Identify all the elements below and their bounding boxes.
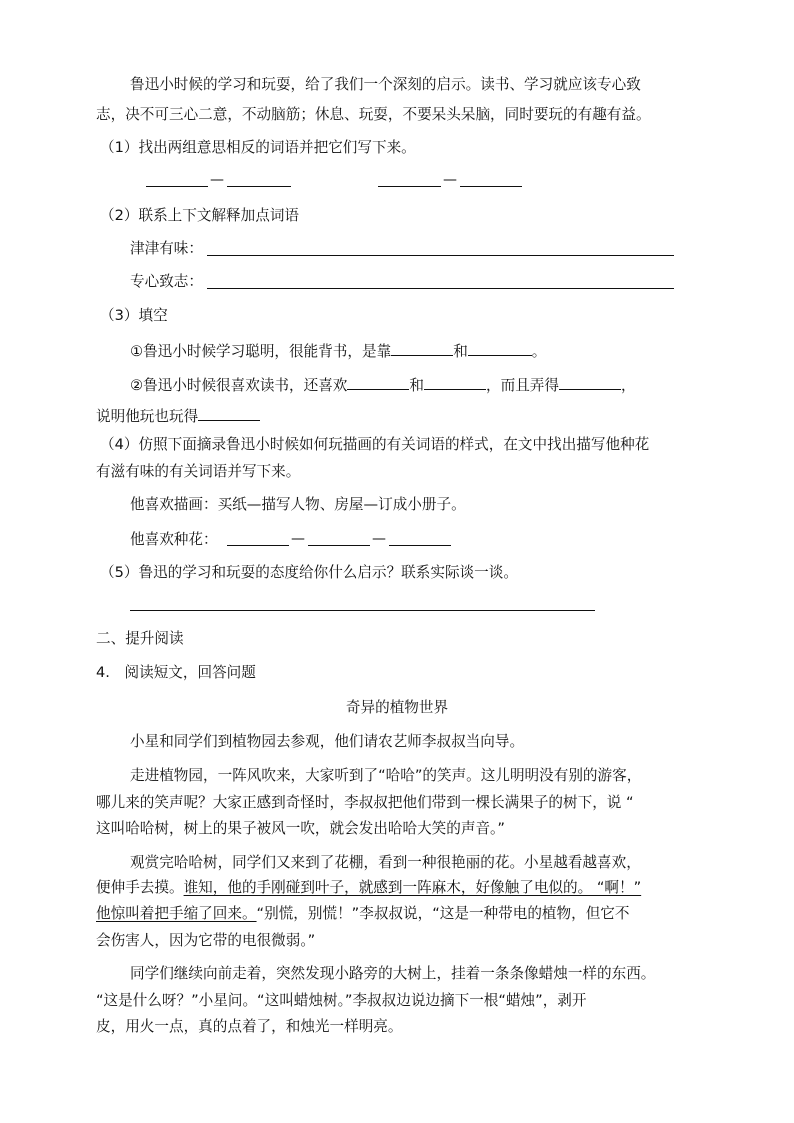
passage-p3-underlined-1: 谁知，他的手刚碰到叶子，就感到一阵麻木，好像触了电似的。 “啊！”	[183, 879, 642, 896]
passage-p3-line-4: 会伤害人，因为它带的电很微弱。”	[96, 932, 316, 949]
q3-s2-text-e: 说明他玩也玩得	[96, 408, 199, 425]
q2-term-2: 专心致志：	[130, 273, 203, 290]
q3-s1-text-b: 和	[453, 343, 468, 360]
passage-p4-line-1: 同学们继续向前走着，突然发现小路旁的大树上，挂着一条条像蜡烛一样的东西。	[130, 965, 656, 982]
q3-s2-text-b: 和	[409, 377, 425, 394]
q3-s2-text-a: ②鲁迅小时候很喜欢读书，还喜欢	[130, 377, 348, 394]
passage-p4-line-3: 皮，用火一点，真的点着了，和烛光一样明亮。	[96, 1018, 403, 1035]
q3-s2-blank-3[interactable]	[559, 373, 621, 390]
q2-term-1: 津津有味：	[130, 240, 203, 257]
q3-s1-text-a: ①鲁迅小时候学习聪明，很能背书，是靠	[130, 343, 392, 360]
q4-line-2: 有滋有味的有关词语并写下来。	[96, 463, 301, 480]
q2-answer-line-2[interactable]	[207, 288, 674, 289]
q4-dash-2: —	[372, 531, 386, 547]
q4-dash-1: —	[291, 531, 305, 547]
q2-answer-line-1[interactable]	[207, 255, 674, 256]
q4-answer-blank-3[interactable]	[389, 545, 451, 546]
passage-p3-line-3	[96, 903, 629, 925]
q2-label: （2）联系上下文解释加点词语	[100, 207, 300, 224]
intro-line-2: 志，决不可三心二意，不动脑筋；休息、玩耍，不要呆头呆脑，同时要玩的有趣有益。	[96, 106, 651, 123]
q3-s2-text-d: ，	[621, 377, 636, 394]
q4-answer-blank-2[interactable]	[308, 545, 370, 546]
section2-item-4: 4. 阅读短文，回答问题	[96, 664, 256, 681]
q5-answer-line[interactable]	[130, 610, 595, 611]
q4-example: 他喜欢描画：买纸—描写人物、房屋—订成小册子。	[130, 496, 466, 513]
q1-label: （1）找出两组意思相反的词语并把它们写下来。	[100, 139, 416, 156]
passage-p2-line-1: 走进植物园，一阵风吹来，大家听到了“哈哈”的笑声。这儿明明没有别的游客，	[130, 767, 642, 784]
q1-dash-2: —	[443, 172, 457, 188]
section2-heading: 二、提升阅读	[96, 630, 184, 647]
q4-prompt: 他喜欢种花：	[130, 531, 218, 548]
q3-s1-text-c: 。	[531, 343, 547, 360]
q3-label: （3）填空	[100, 307, 168, 324]
q3-s2-blank-1[interactable]	[347, 373, 409, 390]
q1-answer-blank-1b[interactable]	[227, 186, 291, 187]
passage-p3-underlined-2: 他惊叫着把手缩了回来。	[96, 905, 257, 922]
passage-p3-line-2	[96, 877, 641, 899]
passage-title: 奇异的植物世界	[345, 699, 449, 716]
intro-line-1: 鲁迅小时候的学习和玩耍，给了我们一个深刻的启示。读书、学习就应该专心致	[130, 76, 641, 93]
q3-sentence-2-cont	[96, 404, 260, 428]
passage-p1: 小星和同学们到植物园去参观，他们请农艺师李叔叔当向导。	[130, 733, 525, 750]
q4-line-1: （4）仿照下面摘录鲁迅小时候如何玩描画的有关词语的样式，在文中找出描写他种花	[100, 436, 650, 453]
q3-s1-blank-2[interactable]	[468, 339, 532, 356]
passage-p2-line-3: 这叫哈哈树，树上的果子被风一吹，就会发出哈哈大笑的声音。”	[96, 820, 505, 837]
q1-answer-blank-1a[interactable]	[146, 186, 208, 187]
passage-p3-line-2-plain: 便伸手去摸。	[96, 879, 184, 896]
q3-s2-blank-2[interactable]	[424, 373, 486, 390]
q3-s2-blank-4[interactable]	[198, 404, 260, 421]
q3-s2-text-c: ，而且弄得	[486, 377, 559, 394]
q3-s1-blank-1[interactable]	[391, 339, 453, 356]
q4-answer-blank-1[interactable]	[227, 545, 289, 546]
passage-p4-line-2: “这是什么呀？”小星问。“这叫蜡烛树。”李叔叔边说边摘下一根“蜡烛”，剥开	[96, 992, 587, 1009]
passage-p3-line-1: 观赏完哈哈树，同学们又来到了花棚，看到一种很艳丽的花。小星越看越喜欢，	[130, 854, 641, 871]
passage-p3-line-3-plain: “别慌，别慌！”李叔叔说，“这是一种带电的植物，但它不	[256, 905, 630, 922]
q1-dash-1: —	[210, 172, 224, 188]
q1-answer-blank-2b[interactable]	[460, 186, 522, 187]
q3-sentence-2	[130, 373, 636, 397]
passage-p2-line-2: 哪儿来的笑声呢？大家正感到奇怪时，李叔叔把他们带到一棵长满果子的树下，说 “	[96, 794, 634, 811]
q3-sentence-1	[130, 339, 546, 363]
q5-label: （5）鲁迅的学习和玩耍的态度给你什么启示？联系实际谈一谈。	[100, 564, 518, 581]
q1-answer-blank-2a[interactable]	[378, 186, 441, 187]
